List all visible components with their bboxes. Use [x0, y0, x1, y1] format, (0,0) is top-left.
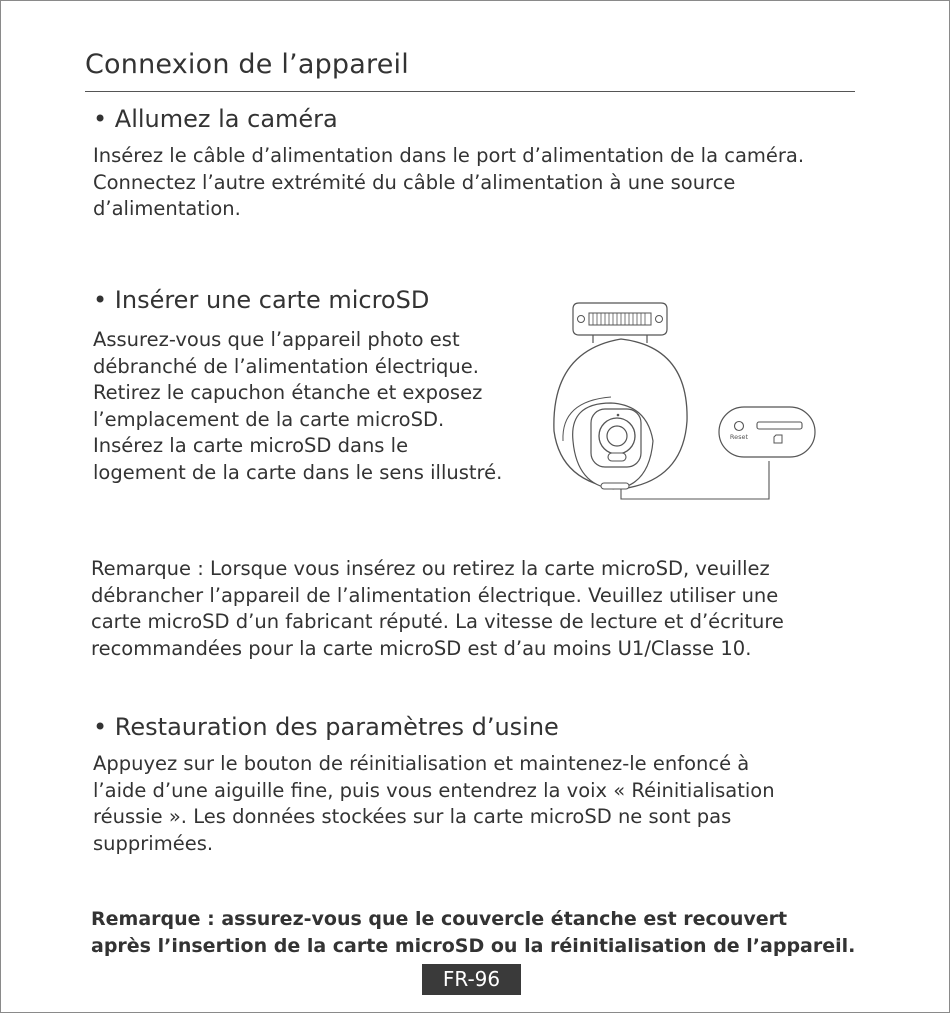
bold-remark-text — [91, 906, 855, 960]
section-heading-microsd: • Insérer une carte microSD — [93, 286, 430, 314]
text-line: l’aide d’une aiguille fine, puis vous entendrez la voix « Réinitialisation — [93, 778, 775, 802]
text-line: recommandées pour la carte microSD est d’au moins U1/Classe 10. — [91, 636, 752, 660]
section-text-power — [93, 143, 804, 223]
microsd-card-slot — [757, 422, 802, 429]
camera-mount-bracket — [573, 303, 667, 335]
text-line: Assurez-vous que l’appareil photo est — [93, 328, 460, 351]
camera-microsd-illustration — [541, 291, 841, 511]
text-line: débrancher l’appareil de l’alimentation électrique. Veuillez utiliser une — [91, 583, 779, 607]
microsd-slot-panel — [719, 407, 815, 457]
text-line: l’emplacement de la carte microSD. — [93, 407, 445, 431]
text-line: carte microSD d’un fabricant réputé. La vitesse de lecture et d’écriture — [91, 610, 784, 633]
section-text-reset — [93, 751, 775, 857]
text-line: supprimées. — [93, 831, 214, 855]
title-divider — [85, 91, 855, 92]
text-line: d’alimentation. — [93, 197, 241, 220]
page-number: FR-96 — [422, 964, 521, 995]
text-line: après l’insertion de la carte microSD ou la réinitialisation de l’appareil. — [91, 935, 856, 957]
section-text-microsd — [93, 327, 502, 486]
text-line: débranché de l’alimentation électrique. — [93, 354, 479, 378]
text-line: réussie ». Les données stockées sur la carte microSD ne sont pas — [93, 805, 732, 828]
text-line: Insérez la carte microSD dans le — [93, 434, 409, 457]
text-line: Remarque : Lorsque vous insérez ou retirez la carte microSD, veuillez — [91, 557, 770, 580]
section-heading-power: • Allumez la caméra — [93, 105, 338, 133]
text-line: Insérez le câble d’alimentation dans le port d’alimentation de la caméra. — [93, 144, 805, 167]
text-line: logement de la carte dans le sens illustré. — [93, 460, 503, 484]
text-line: Appuyez sur le bouton de réinitialisation et maintenez-le enfoncé à — [93, 752, 750, 775]
reset-label: Reset — [729, 433, 749, 441]
page-title: Connexion de l’appareil — [85, 49, 409, 80]
remark-text — [91, 556, 784, 662]
text-line: Retirez le capuchon étanche et exposez — [93, 381, 483, 404]
camera-bottom-port — [601, 483, 629, 489]
text-line: Connectez l’autre extrémité du câble d’alimentation à une source — [93, 170, 736, 194]
section-heading-reset: • Restauration des paramètres d’usine — [93, 713, 559, 741]
text-line: Remarque : assurez-vous que le couvercle étanche est recouvert — [91, 908, 788, 930]
